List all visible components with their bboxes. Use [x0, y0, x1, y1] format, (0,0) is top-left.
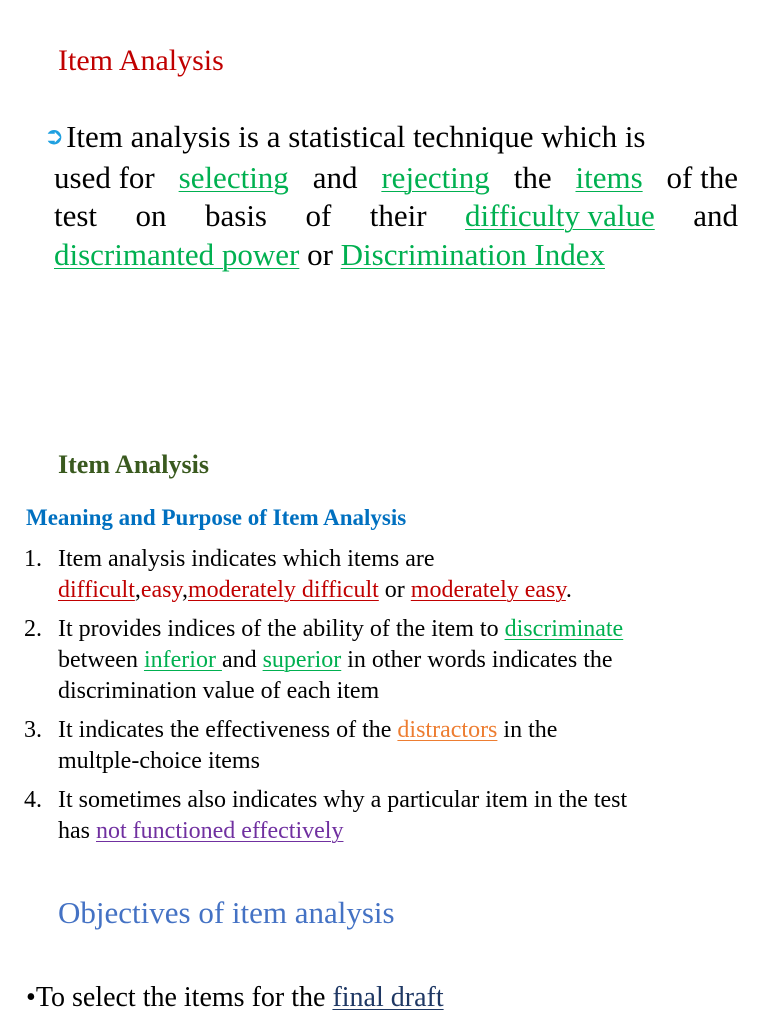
list-text: has: [58, 818, 96, 844]
list-item: [24, 785, 744, 847]
objective-text: To select the items for the: [35, 982, 333, 1013]
keyword-discrimanted-power[interactable]: discrimanted power: [54, 236, 300, 272]
keyword-items[interactable]: items: [575, 159, 643, 195]
list-text: between: [58, 647, 144, 673]
list-sep: or: [378, 577, 411, 603]
keyword-final-draft[interactable]: final draft: [332, 982, 444, 1013]
intro-text-1: Item analysis is a statistical technique which is: [66, 119, 646, 154]
keyword-discrimination-index[interactable]: Discrimination Index: [340, 236, 605, 272]
intro-paragraph: [44, 118, 738, 274]
list-number: 3.: [24, 717, 42, 743]
bullet-icon: •: [26, 982, 36, 1013]
list-text: in other words indicates the: [341, 647, 613, 673]
keyword-superior[interactable]: superior: [262, 647, 342, 673]
list-item: [24, 715, 744, 777]
list-period: .: [565, 577, 572, 603]
intro-text-6: or: [307, 236, 333, 272]
slide2-subtitle: Meaning and Purpose of Item Analysis: [26, 505, 407, 530]
list-sep: ,: [181, 577, 188, 603]
keyword-difficult[interactable]: difficult: [58, 577, 135, 603]
intro-word-their: their: [369, 198, 427, 233]
keyword-rejecting[interactable]: rejecting: [381, 159, 490, 195]
slide3-title: Objectives of item analysis: [58, 895, 395, 930]
intro-text-5: of the: [666, 159, 738, 195]
keyword-difficulty-value[interactable]: difficulty value: [465, 198, 655, 233]
list-sep: ,: [134, 577, 141, 603]
list-item: [24, 544, 744, 606]
keyword-inferior[interactable]: inferior: [143, 647, 222, 673]
keyword-distractors[interactable]: distractors: [397, 717, 498, 743]
list-number: 1.: [24, 546, 42, 572]
list-text: It sometimes also indicates why a particular item in the test: [58, 787, 628, 813]
keyword-discriminate[interactable]: discriminate: [504, 616, 624, 642]
intro-word-basis: basis: [205, 198, 267, 233]
list-number: 2.: [24, 616, 42, 642]
list-text: discrimination value of each item: [58, 678, 380, 704]
intro-text-4: the: [513, 159, 552, 195]
list-text: multple-choice items: [58, 748, 260, 774]
list-text: and: [221, 647, 263, 673]
objective-bullet: [26, 982, 444, 1014]
list-text: It indicates the effectiveness of the: [58, 717, 398, 743]
intro-word-test: test: [54, 198, 98, 233]
circle-arrow-right-icon: ➲: [44, 122, 65, 150]
keyword-selecting[interactable]: selecting: [178, 159, 289, 195]
list-text: Item analysis indicates which items are: [58, 546, 435, 572]
keyword-easy: easy: [140, 577, 182, 603]
intro-word-of: of: [305, 198, 332, 233]
slide2-title: Item Analysis: [58, 450, 209, 479]
intro-text-3: and: [312, 159, 358, 195]
keyword-not-functioned-effectively[interactable]: not functioned effectively: [96, 818, 344, 844]
keyword-moderately-easy[interactable]: moderately easy: [410, 577, 566, 603]
slide1-title: Item Analysis: [58, 44, 224, 77]
list-item: [24, 614, 744, 707]
list-text: It provides indices of the ability of the item to: [58, 616, 505, 642]
intro-word-and: and: [693, 198, 738, 233]
list-text: in the: [497, 717, 558, 743]
purpose-list: [24, 544, 744, 855]
intro-word-on: on: [135, 198, 167, 233]
intro-text-2: used for: [54, 159, 155, 195]
list-number: 4.: [24, 787, 42, 813]
keyword-moderately-difficult[interactable]: moderately difficult: [187, 577, 379, 603]
